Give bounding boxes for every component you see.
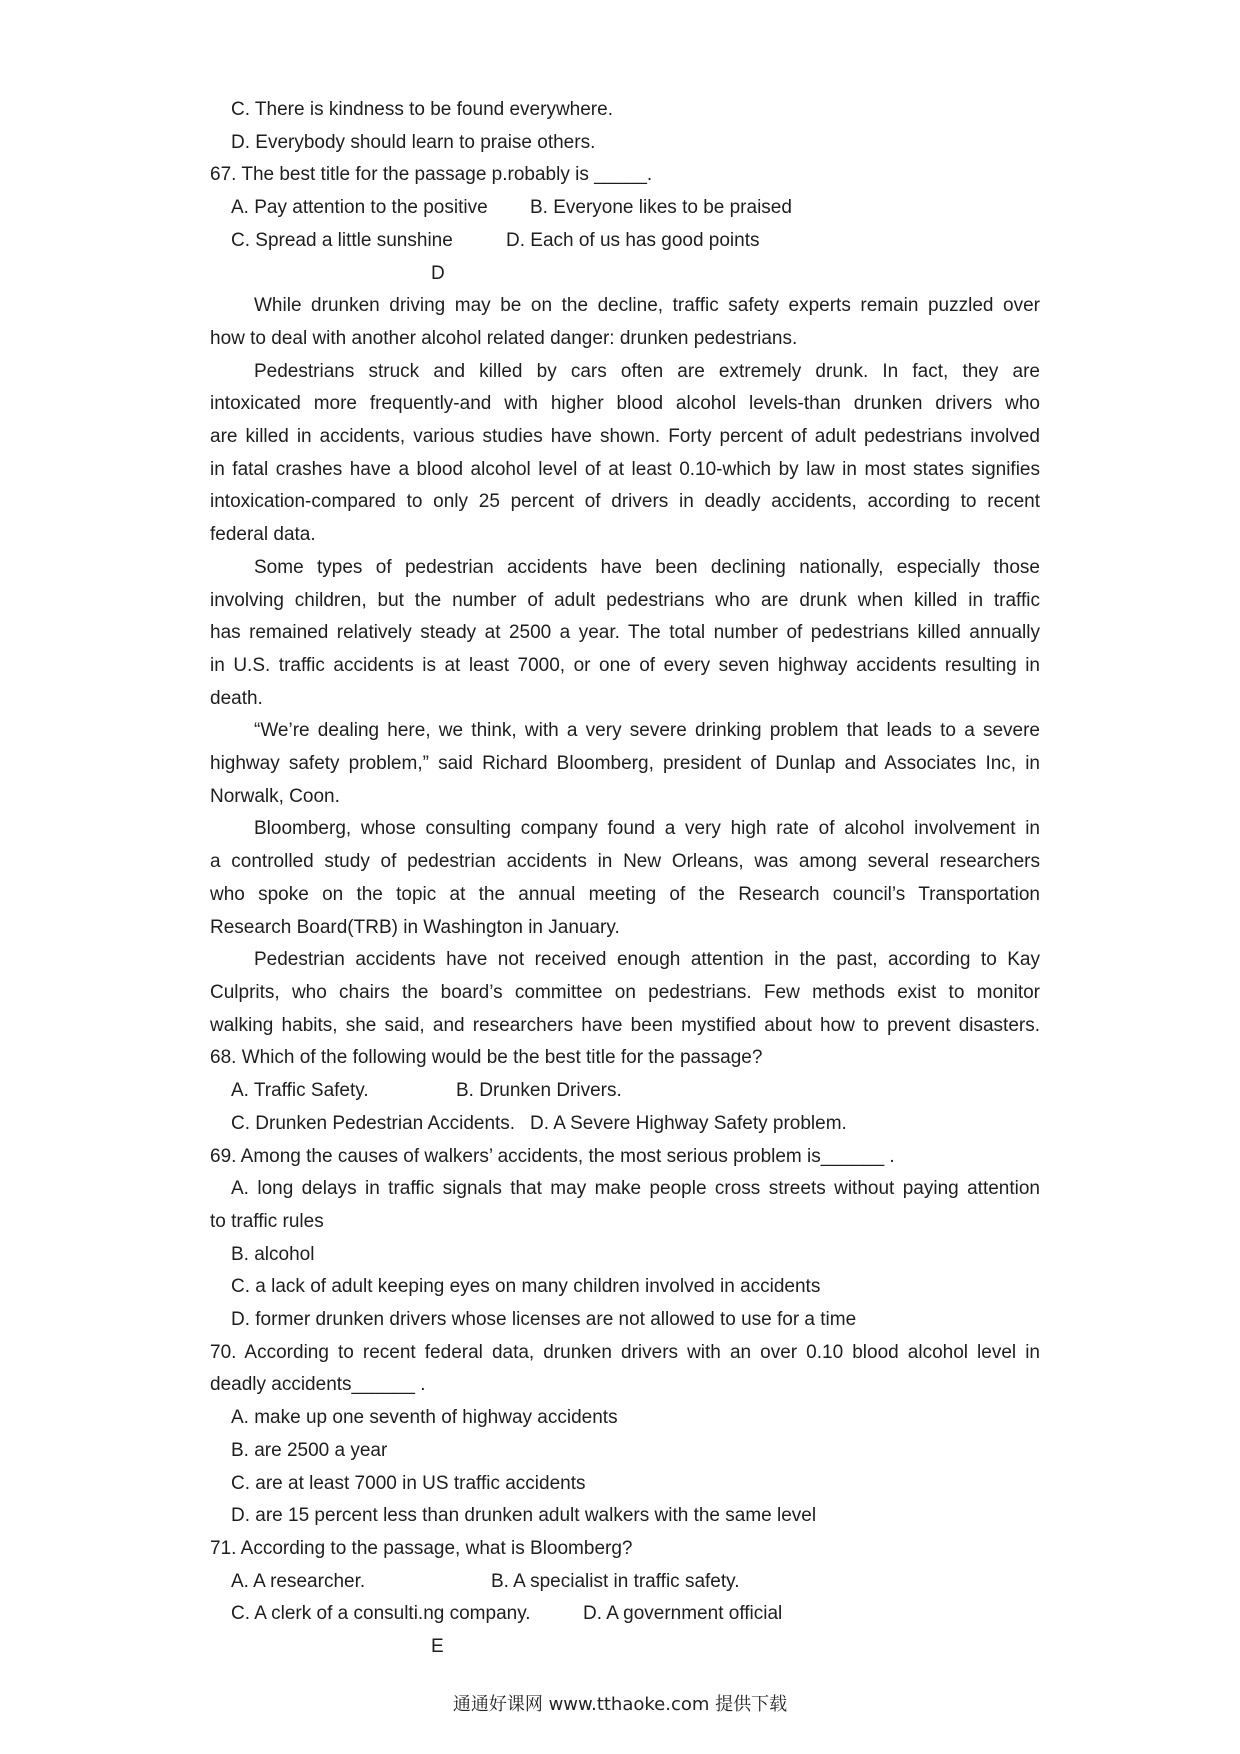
section-heading-d: D bbox=[431, 262, 445, 284]
q67-stem: 67. The best title for the passage p.robably is _____. bbox=[210, 164, 653, 186]
q67-option-d: D. Each of us has good points bbox=[506, 229, 760, 251]
q67-option-a: A. Pay attention to the positive bbox=[231, 197, 488, 219]
passage-d-p2-line4: in fatal crashes have a blood alcohol level of at least 0.10-which by law in most states signifies bbox=[210, 458, 1040, 480]
q71-option-a: A. A researcher. bbox=[231, 1570, 366, 1592]
q68-option-c: C. Drunken Pedestrian Accidents. bbox=[231, 1112, 516, 1134]
q67-options-row-2 bbox=[210, 225, 1040, 258]
q70-stem-line2: deadly accidents______ . bbox=[210, 1374, 426, 1396]
q66-option-d: D. Everybody should learn to praise others. bbox=[231, 131, 596, 153]
q71-options-row-1 bbox=[210, 1566, 1040, 1599]
q69-option-a-line2: to traffic rules bbox=[210, 1210, 324, 1232]
q69-option-a-line1: A. long delays in traffic signals that may make people cross streets without paying attention bbox=[231, 1178, 1040, 1200]
q69-option-d: D. former drunken drivers whose licenses are not allowed to use for a time bbox=[231, 1309, 857, 1331]
passage-d-p2-line1: Pedestrians struck and killed by cars often are extremely drunk. In fact, they are bbox=[254, 360, 1040, 382]
q70-option-c: C. are at least 7000 in US traffic accidents bbox=[231, 1472, 586, 1494]
passage-d-p3-line4: in U.S. traffic accidents is at least 7000, or one of every seven highway accidents resulting in bbox=[210, 654, 1040, 676]
q71-option-c: C. A clerk of a consulti.ng company. bbox=[231, 1603, 531, 1625]
passage-d-p4-line3: Norwalk, Coon. bbox=[210, 785, 340, 807]
passage-d-p3-line2: involving children, but the number of adult pedestrians who are drunk when killed in traffic bbox=[210, 589, 1040, 611]
q68-options-row-2 bbox=[210, 1108, 1040, 1141]
passage-d-p6-line2: Culprits, who chairs the board’s committee on pedestrians. Few methods exist to monitor bbox=[210, 981, 1040, 1003]
q68-option-a: A. Traffic Safety. bbox=[231, 1080, 369, 1102]
passage-d-p6-line3: walking habits, she said, and researchers have been mystified about how to prevent disasters. bbox=[210, 1014, 1040, 1036]
section-heading-e: E bbox=[431, 1636, 444, 1658]
passage-d-p2-line2: intoxicated more frequently-and with higher blood alcohol levels-than drunken drivers who bbox=[210, 393, 1040, 415]
q67-option-c: C. Spread a little sunshine bbox=[231, 229, 453, 251]
page-footer: 通通好课网 www.tthaoke.com 提供下载 bbox=[452, 1694, 788, 1715]
document-page bbox=[210, 94, 1040, 1664]
q69-option-c: C. a lack of adult keeping eyes on many children involved in accidents bbox=[231, 1276, 821, 1298]
q68-option-b: B. Drunken Drivers. bbox=[456, 1080, 622, 1102]
q68-options-row-1 bbox=[210, 1075, 1040, 1108]
q71-option-d: D. A government official bbox=[583, 1603, 783, 1625]
q68-stem: 68. Which of the following would be the best title for the passage? bbox=[210, 1047, 763, 1069]
passage-d-p3-line3: has remained relatively steady at 2500 a year. The total number of pedestrians killed annually bbox=[210, 622, 1040, 644]
q71-options-row-2 bbox=[210, 1598, 1040, 1631]
passage-d-p5-line1: Bloomberg, whose consulting company found a very high rate of alcohol involvement in bbox=[254, 818, 1040, 840]
passage-d-p2-line3: are killed in accidents, various studies have shown. Forty percent of adult pedestrians involved bbox=[210, 426, 1040, 448]
passage-d-p1-line1: While drunken driving may be on the decline, traffic safety experts remain puzzled over bbox=[254, 295, 1040, 317]
q69-stem: 69. Among the causes of walkers’ accidents, the most serious problem is______ . bbox=[210, 1145, 895, 1167]
passage-d-p2-line6: federal data. bbox=[210, 524, 316, 546]
passage-d-p3-line5: death. bbox=[210, 687, 263, 709]
q71-option-b: B. A specialist in traffic safety. bbox=[491, 1570, 740, 1592]
q71-stem: 71. According to the passage, what is Bloomberg? bbox=[210, 1537, 633, 1559]
q68-option-d: D. A Severe Highway Safety problem. bbox=[530, 1112, 847, 1134]
q70-option-d: D. are 15 percent less than drunken adult walkers with the same level bbox=[231, 1505, 817, 1527]
q70-option-a: A. make up one seventh of highway accidents bbox=[231, 1407, 618, 1429]
q70-stem-line1: 70. According to recent federal data, drunken drivers with an over 0.10 blood alcohol level in bbox=[210, 1341, 1040, 1363]
passage-d-p5-line3: who spoke on the topic at the annual meeting of the Research council’s Transportation bbox=[210, 883, 1040, 905]
q70-option-b: B. are 2500 a year bbox=[231, 1439, 388, 1461]
q66-option-c: C. There is kindness to be found everywhere. bbox=[231, 99, 613, 120]
passage-d-p2-line5: intoxication-compared to only 25 percent of drivers in deadly accidents, according to recent bbox=[210, 491, 1040, 513]
passage-d-p5-line2: a controlled study of pedestrian accidents in New Orleans, was among several researchers bbox=[210, 851, 1040, 873]
passage-d-p1-line2: how to deal with another alcohol related danger: drunken pedestrians. bbox=[210, 327, 798, 349]
q69-option-b: B. alcohol bbox=[231, 1243, 315, 1265]
q67-option-b: B. Everyone likes to be praised bbox=[530, 197, 792, 219]
passage-d-p4-line2: highway safety problem,” said Richard Bloomberg, president of Dunlap and Associates Inc, in bbox=[210, 753, 1040, 775]
passage-d-p6-line1: Pedestrian accidents have not received enough attention in the past, according to Kay bbox=[254, 949, 1040, 971]
q67-options-row-1 bbox=[210, 192, 1040, 225]
passage-d-p4-line1: “We’re dealing here, we think, with a very severe drinking problem that leads to a severe bbox=[254, 720, 1040, 742]
passage-d-p5-line4: Research Board(TRB) in Washington in January. bbox=[210, 916, 620, 938]
passage-d-p3-line1: Some types of pedestrian accidents have been declining nationally, especially those bbox=[254, 556, 1040, 578]
